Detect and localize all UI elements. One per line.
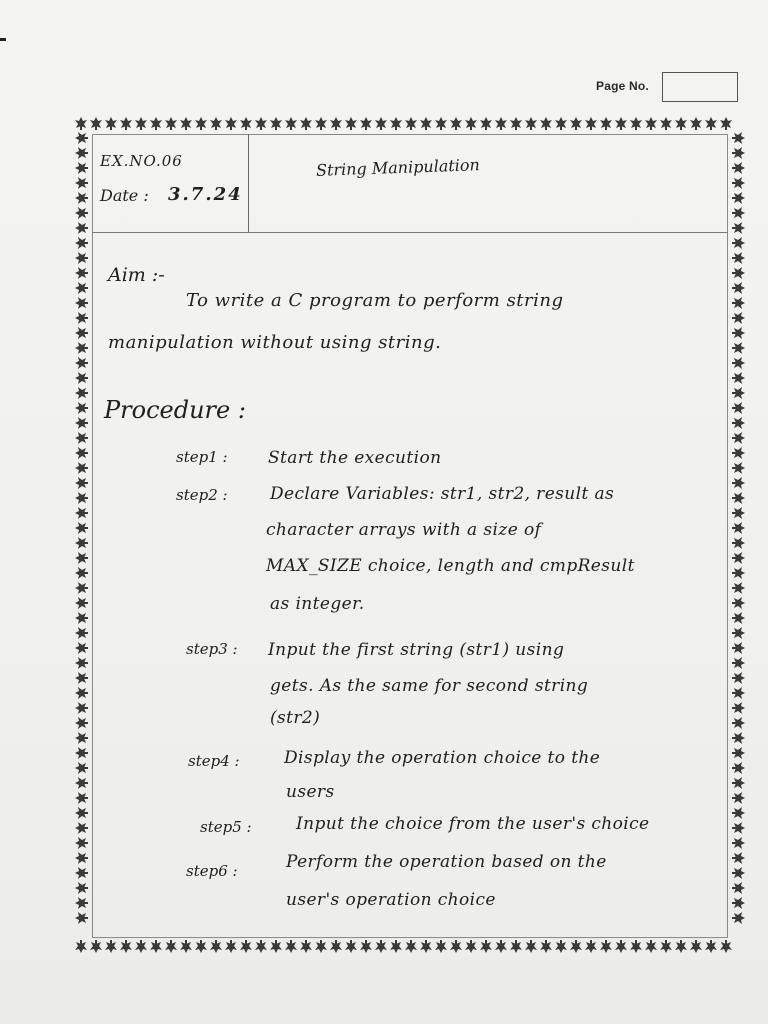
ornament-motif xyxy=(75,612,88,624)
ornament-motif xyxy=(732,222,745,234)
ornament-motif xyxy=(732,237,745,249)
ornament-motif xyxy=(732,882,745,894)
ornament-motif xyxy=(75,387,88,399)
ornament-motif xyxy=(75,327,88,339)
ornament-motif xyxy=(195,940,207,953)
ornament-motif xyxy=(570,117,582,130)
ornament-motif xyxy=(732,447,745,459)
ornament-motif xyxy=(732,582,745,594)
ornament-motif xyxy=(330,940,342,953)
ornament-motif xyxy=(75,567,88,579)
step-label: step3 : xyxy=(186,640,238,658)
ornament-motif xyxy=(690,117,702,130)
ornament-motif xyxy=(732,792,745,804)
ornament-motif xyxy=(732,492,745,504)
ornament-motif xyxy=(732,732,745,744)
ornament-motif xyxy=(705,940,717,953)
ornament-motif xyxy=(732,132,745,144)
ornament-motif xyxy=(570,940,582,953)
ornament-motif xyxy=(705,117,717,130)
ornament-motif xyxy=(75,402,88,414)
ornament-motif xyxy=(480,117,492,130)
step-label: step6 : xyxy=(186,862,238,880)
ornament-motif xyxy=(732,657,745,669)
ornament-motif xyxy=(435,940,447,953)
ornament-motif xyxy=(495,117,507,130)
ornament-motif xyxy=(732,552,745,564)
ornament-motif xyxy=(630,940,642,953)
ornament-motif xyxy=(600,117,612,130)
ornament-motif xyxy=(75,267,88,279)
ornament-motif xyxy=(345,940,357,953)
ornament-motif xyxy=(615,117,627,130)
step-text-line: character arrays with a size of xyxy=(266,520,542,540)
ornament-motif xyxy=(75,282,88,294)
ornament-motif xyxy=(732,852,745,864)
ornament-motif xyxy=(732,147,745,159)
ornament-motif xyxy=(600,940,612,953)
ornament-motif xyxy=(732,402,745,414)
ornament-motif xyxy=(732,267,745,279)
ornament-motif xyxy=(75,912,88,924)
ornament-motif xyxy=(732,477,745,489)
ornament-motif xyxy=(75,732,88,744)
ornament-motif xyxy=(732,162,745,174)
ornament-motif xyxy=(585,940,597,953)
ornament-motif xyxy=(732,177,745,189)
ornament-motif xyxy=(75,940,87,953)
ornament-motif xyxy=(690,940,702,953)
ornament-motif xyxy=(75,897,88,909)
ornament-motif xyxy=(75,747,88,759)
ornament-motif xyxy=(120,117,132,130)
step-text-line: Perform the operation based on the xyxy=(286,852,607,872)
date-value: 3.7.24 xyxy=(168,184,243,205)
ornament-motif xyxy=(732,537,745,549)
ornament-motif xyxy=(390,940,402,953)
ornament-motif xyxy=(225,117,237,130)
ornament-motif xyxy=(450,117,462,130)
aim-heading: Aim :- xyxy=(108,264,165,286)
ornament-motif xyxy=(75,882,88,894)
ornament-motif xyxy=(732,327,745,339)
ornament-motif xyxy=(732,192,745,204)
ornament-motif xyxy=(135,117,147,130)
ornament-motif xyxy=(732,822,745,834)
ornament-motif xyxy=(75,297,88,309)
step-label: step2 : xyxy=(176,486,228,504)
ornament-motif xyxy=(75,432,88,444)
step-text-line: user's operation choice xyxy=(286,890,496,910)
ornament-motif xyxy=(732,687,745,699)
ornament-motif xyxy=(90,117,102,130)
ornament-motif xyxy=(732,897,745,909)
ornament-motif xyxy=(732,912,745,924)
ornament-motif xyxy=(75,252,88,264)
ornament-motif xyxy=(75,522,88,534)
ornament-motif xyxy=(465,117,477,130)
ornament-motif xyxy=(75,492,88,504)
ornament-motif xyxy=(75,822,88,834)
ornament-motif xyxy=(90,940,102,953)
ornament-motif xyxy=(732,672,745,684)
ornament-motif xyxy=(75,312,88,324)
ornament-motif xyxy=(375,117,387,130)
ornament-motif xyxy=(210,117,222,130)
ornament-motif xyxy=(732,837,745,849)
step-text-line: Input the first string (str1) using xyxy=(268,640,565,660)
ornament-motif xyxy=(525,940,537,953)
ornament-motif xyxy=(75,777,88,789)
ornament-motif xyxy=(732,567,745,579)
ornament-motif xyxy=(405,117,417,130)
ornament-motif xyxy=(75,642,88,654)
ornament-motif xyxy=(75,687,88,699)
ornament-motif xyxy=(150,117,162,130)
ornament-motif xyxy=(180,117,192,130)
page-number-label: Page No. xyxy=(596,79,649,93)
ornament-motif xyxy=(300,117,312,130)
ornament-motif xyxy=(525,117,537,130)
ornament-motif xyxy=(75,207,88,219)
ornament-motif xyxy=(75,192,88,204)
ornament-motif xyxy=(732,462,745,474)
ornament-motif xyxy=(75,462,88,474)
ornament-motif xyxy=(75,762,88,774)
ornament-motif xyxy=(255,940,267,953)
ornament-motif xyxy=(270,117,282,130)
ornament-motif xyxy=(732,747,745,759)
step-text-line: Declare Variables: str1, str2, result as xyxy=(270,484,615,504)
ornament-motif xyxy=(75,507,88,519)
ornament-motif xyxy=(210,940,222,953)
step-text-line: Start the execution xyxy=(268,448,442,468)
ornament-motif xyxy=(360,940,372,953)
ornament-motif xyxy=(585,117,597,130)
ornament-motif xyxy=(315,117,327,130)
ornament-motif xyxy=(732,642,745,654)
ornament-motif xyxy=(75,582,88,594)
ornament-motif xyxy=(555,940,567,953)
ornament-motif xyxy=(75,237,88,249)
ornament-motif xyxy=(732,777,745,789)
step-text-line: (str2) xyxy=(270,708,321,728)
ornament-motif xyxy=(645,117,657,130)
ornament-motif xyxy=(660,940,672,953)
date-label: Date : xyxy=(100,186,149,205)
ornament-motif xyxy=(75,117,87,130)
ornament-motif xyxy=(75,867,88,879)
ornament-motif xyxy=(732,297,745,309)
ornament-motif xyxy=(330,117,342,130)
step-text-line: gets. As the same for second string xyxy=(270,676,589,696)
ornament-motif xyxy=(480,940,492,953)
ornament-motif xyxy=(732,522,745,534)
ornament-motif xyxy=(75,357,88,369)
ornament-motif xyxy=(75,372,88,384)
ornament-motif xyxy=(165,940,177,953)
ornament-motif xyxy=(375,940,387,953)
ornament-motif xyxy=(732,282,745,294)
ornament-motif xyxy=(285,940,297,953)
aim-text-line: To write a C program to perform string xyxy=(186,290,564,311)
ornament-motif xyxy=(732,357,745,369)
ornament-motif xyxy=(75,597,88,609)
ornament-motif xyxy=(732,762,745,774)
ornament-motif xyxy=(315,940,327,953)
ornament-motif xyxy=(720,940,732,953)
ornament-motif xyxy=(75,657,88,669)
ornament-motif xyxy=(120,940,132,953)
ornament-motif xyxy=(75,792,88,804)
header-divider xyxy=(92,232,728,233)
ornament-motif xyxy=(540,940,552,953)
step-text-line: Input the choice from the user's choice xyxy=(296,814,650,834)
ornament-motif xyxy=(195,117,207,130)
exercise-title: String Manipulation xyxy=(315,155,481,180)
ornament-motif xyxy=(165,117,177,130)
ornament-motif xyxy=(75,672,88,684)
ornament-motif xyxy=(555,117,567,130)
ornament-motif xyxy=(732,717,745,729)
ornament-motif xyxy=(732,612,745,624)
ornament-motif xyxy=(75,537,88,549)
ornament-motif xyxy=(732,507,745,519)
ornament-motif xyxy=(732,312,745,324)
ornament-motif xyxy=(75,222,88,234)
ornament-motif xyxy=(270,940,282,953)
ornament-motif xyxy=(732,627,745,639)
ornament-motif xyxy=(420,940,432,953)
ornament-motif xyxy=(345,117,357,130)
ornament-motif xyxy=(75,552,88,564)
ornament-motif xyxy=(300,940,312,953)
ornament-motif xyxy=(75,177,88,189)
ornament-motif xyxy=(675,117,687,130)
ornament-motif xyxy=(360,117,372,130)
step-text-line: MAX_SIZE choice, length and cmpResult xyxy=(266,556,635,576)
ornament-motif xyxy=(75,342,88,354)
step-text-line: as integer. xyxy=(270,594,365,614)
ornament-motif xyxy=(240,940,252,953)
ornament-motif xyxy=(732,807,745,819)
page-number-box xyxy=(662,72,738,102)
ornament-motif xyxy=(732,252,745,264)
ornament-motif xyxy=(645,940,657,953)
ornament-motif xyxy=(720,117,732,130)
ornament-motif xyxy=(732,387,745,399)
ornament-motif xyxy=(630,117,642,130)
step-label: step4 : xyxy=(188,752,240,770)
ornament-motif xyxy=(510,940,522,953)
ornament-motif xyxy=(75,447,88,459)
ornament-motif xyxy=(75,852,88,864)
ornament-motif xyxy=(675,940,687,953)
step-label: step5 : xyxy=(200,818,252,836)
scan-mark xyxy=(0,38,6,41)
ornament-motif xyxy=(732,207,745,219)
ornament-motif xyxy=(240,117,252,130)
ornament-motif xyxy=(75,702,88,714)
header-column-divider xyxy=(248,134,249,232)
ornament-motif xyxy=(390,117,402,130)
ornament-motif xyxy=(75,477,88,489)
ornament-motif xyxy=(150,940,162,953)
ornament-motif xyxy=(540,117,552,130)
ornament-motif xyxy=(732,867,745,879)
ornament-motif xyxy=(615,940,627,953)
ornament-motif xyxy=(180,940,192,953)
ornament-motif xyxy=(75,627,88,639)
ornament-motif xyxy=(75,717,88,729)
ornament-motif xyxy=(510,117,522,130)
ornament-motif xyxy=(732,372,745,384)
ornament-motif xyxy=(75,162,88,174)
ornament-motif xyxy=(450,940,462,953)
ornament-motif xyxy=(105,940,117,953)
ornament-motif xyxy=(225,940,237,953)
ornament-motif xyxy=(75,417,88,429)
ornament-motif xyxy=(285,117,297,130)
ornament-motif xyxy=(105,117,117,130)
procedure-heading: Procedure : xyxy=(104,396,246,424)
step-text-line: users xyxy=(286,782,335,802)
ornament-motif xyxy=(405,940,417,953)
ornament-motif xyxy=(732,597,745,609)
ornament-motif xyxy=(75,132,88,144)
ornament-motif xyxy=(732,417,745,429)
ornament-motif xyxy=(732,702,745,714)
step-text-line: Display the operation choice to the xyxy=(284,748,601,768)
exercise-number: EX.NO.06 xyxy=(100,152,183,170)
ornament-motif xyxy=(435,117,447,130)
ornament-motif xyxy=(75,807,88,819)
ornament-motif xyxy=(465,940,477,953)
aim-text-line: manipulation without using string. xyxy=(108,332,442,353)
ornament-motif xyxy=(75,837,88,849)
ornament-motif xyxy=(420,117,432,130)
ornament-motif xyxy=(732,432,745,444)
ornament-motif xyxy=(75,147,88,159)
step-label: step1 : xyxy=(176,448,228,466)
ornament-motif xyxy=(732,342,745,354)
ornament-motif xyxy=(255,117,267,130)
ornament-motif xyxy=(495,940,507,953)
ornament-motif xyxy=(660,117,672,130)
ornament-motif xyxy=(135,940,147,953)
